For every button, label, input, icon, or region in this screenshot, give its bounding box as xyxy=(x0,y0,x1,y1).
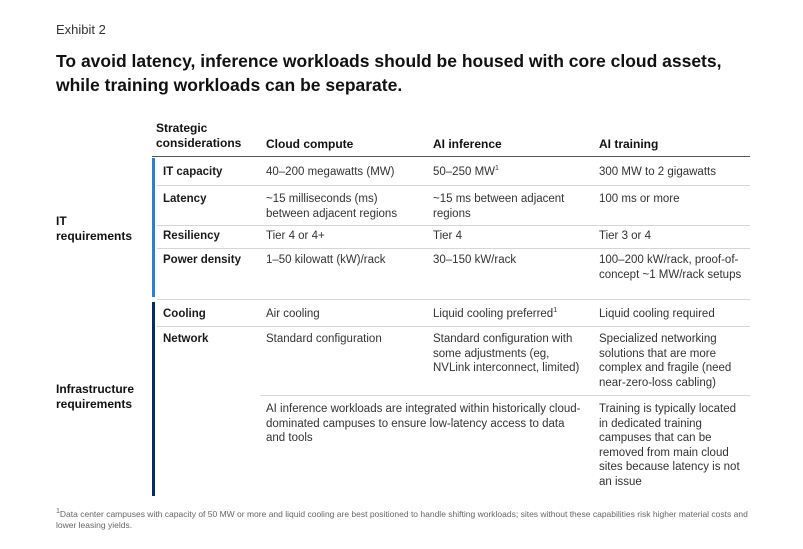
cell-training-latency: 100 ms or more xyxy=(599,193,680,205)
it-requirements-bar xyxy=(152,158,155,297)
header-ai-training: AI training xyxy=(599,137,659,151)
cell-cloud-resiliency: Tier 4 or 4+ xyxy=(266,230,325,242)
row-divider xyxy=(157,185,750,186)
row-divider xyxy=(157,248,750,249)
infrastructure-requirements-bar xyxy=(152,302,155,496)
header-divider xyxy=(152,156,750,157)
group-label-infrastructure-requirements: Infrastructure requirements xyxy=(56,382,135,411)
cell-training-power-density: 100–200 kW/rack, proof-of-concept ~1 MW/rack setups xyxy=(599,254,742,281)
row-label-latency: Latency xyxy=(163,193,207,205)
row-label-it-capacity: IT capacity xyxy=(163,166,223,178)
cell-cloud-it-capacity: 40–200 megawatts (MW) xyxy=(266,166,395,178)
cell-inference-cooling: Liquid cooling preferred$^1$ xyxy=(433,307,558,320)
cell-cloud-network: Standard configuration xyxy=(266,333,382,345)
cell-inference-power-density: 30–150 kW/rack xyxy=(433,254,517,266)
cell-training-network: Specialized networking solutions that are more complex and fragile (need near-zero-loss cabling) xyxy=(599,333,732,389)
row-label-cooling: Cooling xyxy=(163,308,206,320)
footnote-ref: 1 xyxy=(553,307,558,315)
note-training: Training is typically located in dedicated training campuses that can be removed from main cloud sites because latency is not an issue xyxy=(599,403,740,488)
cell-cloud-power-density: 1–50 kilowatt (kW)/rack xyxy=(266,254,386,266)
row-label-network: Network xyxy=(163,333,209,345)
cell-training-it-capacity: 300 MW to 2 gigawatts xyxy=(599,166,716,178)
cell-inference-resiliency: Tier 4 xyxy=(433,230,462,242)
note-cloud-inference: AI inference workloads are integrated within historically cloud-dominated campuses to ensure low-latency access to data and tools xyxy=(266,403,581,444)
row-label-resiliency: Resiliency xyxy=(163,230,220,242)
row-divider xyxy=(260,395,750,396)
cell-inference-it-capacity: 50–250 $MW^1$ xyxy=(433,165,499,178)
footnote-marker: 1 xyxy=(56,508,60,516)
cell-training-cooling: Liquid cooling required xyxy=(599,308,715,320)
footnote xyxy=(56,509,756,531)
exhibit-title: To avoid latency, inference workloads should be housed with core cloud assets, while training workloads can be separate. xyxy=(56,51,722,95)
footnote-text: Data center campuses with capacity of 50 MW or more and liquid cooling are best positioned to handle shifting workloads; sites without these capabilities risk higher material costs and lower leasing yields. xyxy=(56,509,748,530)
cell-cloud-cooling: Air cooling xyxy=(266,308,320,320)
row-divider xyxy=(157,225,750,226)
exhibit-label: Exhibit 2 xyxy=(56,22,106,37)
footnote-ref: 1 xyxy=(495,165,499,173)
cell-inference-network: Standard configuration with some adjustments (eg, NVLink interconnect, limited) xyxy=(433,333,580,374)
group-label-it-requirements: IT requirements xyxy=(56,214,133,243)
header-strategic-considerations: Strategic considerations xyxy=(156,121,242,150)
cell-inference-latency: ~15 ms between adjacent regions xyxy=(433,193,565,220)
header-ai-inference: AI inference xyxy=(433,137,502,151)
cell-cloud-latency: ~15 milliseconds (ms) between adjacent regions xyxy=(266,193,398,220)
row-label-power-density: Power density xyxy=(163,254,241,266)
header-cloud-compute: Cloud compute xyxy=(266,137,354,151)
row-divider xyxy=(157,326,750,327)
cell-training-resiliency: Tier 3 or 4 xyxy=(599,230,651,242)
group-divider xyxy=(157,299,750,300)
